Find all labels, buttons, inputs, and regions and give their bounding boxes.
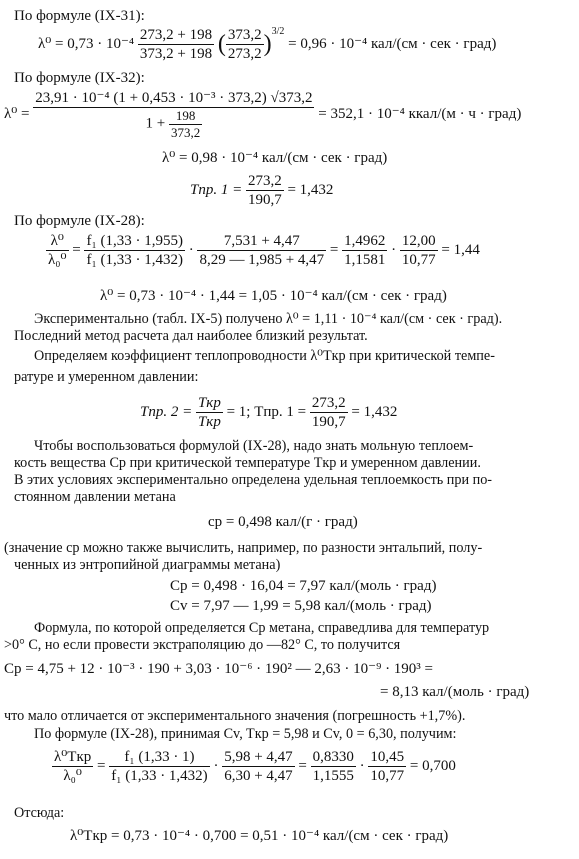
fraction <box>138 26 214 63</box>
text-line: ченных из энтропийной диаграммы метана) <box>14 557 281 573</box>
equation: λ⁰ = 0,98 · 10⁻⁴ кал/(см · сек · град) <box>162 150 388 166</box>
equation: Cp = 0,498 · 16,04 = 7,97 кал/(моль · град) <box>170 578 437 594</box>
text-line: По формуле (IX-31): <box>14 8 145 24</box>
text-line: По формуле (IX-28): <box>14 213 145 229</box>
text-line: стоянном давлении метана <box>14 489 176 505</box>
text-line: >0° С, но если провести экстраполяцию до —82° С, то получится <box>4 637 401 653</box>
equation: λ⁰ = 0,73 · 10⁻⁴ · 1,44 = 1,05 · 10⁻⁴ кал/(см · сек · град) <box>100 288 447 304</box>
text-line: Отсюда: <box>14 805 65 821</box>
equation: Tпр. 1 = $\frac{273,2}{190,7}$ = 1,432 <box>190 173 334 208</box>
text-line: Экспериментально (табл. IX-5) получено λ⁰ = 1,11 · 10⁻⁴ кал/(см · сек · град). <box>34 311 503 327</box>
text-line: По формуле (IX-32): <box>14 70 145 86</box>
equation: Cv = 7,97 — 1,99 = 5,98 кал/(моль · град) <box>170 598 432 614</box>
text-line: По формуле (IX-28), принимая Cv, Tкр = 5,98 и Cv, 0 = 6,30, получим: <box>34 726 457 742</box>
fraction-denominator: 373,2 + 198 <box>139 46 213 63</box>
equation: Tпр. 2 = Tкр Tкр = 1; Tпр. 1 = $\frac{273,2}{190,7}$ = 1,432 <box>140 395 398 430</box>
text-line: Чтобы воспользоваться формулой (IX-28), надо знать мольную теплоем- <box>34 438 474 454</box>
equation: λ⁰Tкр = 0,73 · 10⁻⁴ · 0,700 = 0,51 · 10⁻⁴ кал/(см · сек · град) <box>70 828 449 844</box>
equation-rhs: = 0,96 · 10⁻⁴ кал/(см · сек · град) <box>288 36 497 52</box>
text-line: что мало отличается от экспериментального значения (погрешность +1,7%). <box>4 708 466 724</box>
text-line: Последний метод расчета дал наиболее близкий результат. <box>14 328 368 344</box>
text-line: (значение cp можно также вычислить, например, по разности энтальпий, полу- <box>4 540 483 556</box>
equation-lhs: λ⁰ = <box>4 106 30 123</box>
fraction-denominator: 273,2 <box>227 46 262 63</box>
equation: $\frac{\text{λ⁰}}{\text{λ₀⁰}}$ = $\frac{\text{f₁ (1,33 · 1,955)}}{\text{f₁ (1,33 · 1,432)}}$ · $\frac{7,531 + 4,47}{8,29 — 1,985 + 4,47}$ = $\frac{1,4962}{1,1581}$ · $\frac{12,00}{10,77}$ = 1,44 <box>48 233 480 268</box>
text-line: ратуре и умеренном давлении: <box>14 369 199 385</box>
fraction-numerator: 373,2 <box>227 27 262 44</box>
fraction-numerator: 23,91 · 10⁻⁴ (1 + 0,453 · 10⁻³ · 373,2) √373,2 <box>35 90 313 106</box>
fraction-denominator: 1 + $\frac{198}{373,2}$ <box>145 108 201 140</box>
exponent: 3/2 <box>271 26 285 37</box>
equation-lhs: λ⁰ = 0,73 · 10⁻⁴ <box>38 36 135 52</box>
text-line: В этих условиях экспериментально определена удельная теплоемкость при по- <box>14 472 493 488</box>
equation: cp = 0,498 кал/(г · град) <box>208 514 358 530</box>
equation: λ⁰ = 0,73 · 10⁻⁴ $\frac{273,2 + 198}{373,2 + 198}$ ( $\frac{373,2}{273,2}$ )$^{3/2}$ = 0,96 · 10⁻⁴ кал/(см · сек · град) <box>38 26 497 63</box>
text-line: кость вещества Cp при критической температуре Tкр и умеренном давлении. <box>14 455 481 471</box>
equation <box>4 89 521 140</box>
equation: λ⁰Tкр λ₀⁰ = $\frac{\text{f₁ (1,33 · 1)}}{\text{f₁ (1,33 · 1,432)}}$ · $\frac{5,98 + 4,47}{6,30 + 4,47}$ = $\frac{0,8330}{1,1555}$ · $\frac{10,45}{10,77}$ = 0,700 <box>54 749 456 784</box>
equation: Cp = 4,75 + 12 · 10⁻³ · 190 + 3,03 · 10⁻⁶ · 190² — 2,63 · 10⁻⁹ · 190³ = <box>4 661 434 677</box>
fraction-numerator: 273,2 + 198 <box>139 27 213 44</box>
text-line: Определяем коэффициент теплопроводности λ⁰Tкр при критической темпе- <box>34 348 495 364</box>
fraction <box>33 89 314 140</box>
text-line: Формула, по которой определяется Cp метана, справедлива для температур <box>34 620 490 636</box>
equation-rhs: = 352,1 · 10⁻⁴ ккал/(м · ч · град) <box>318 106 522 123</box>
equation: = 8,13 кал/(моль · град) <box>380 684 530 700</box>
fraction <box>226 26 264 63</box>
